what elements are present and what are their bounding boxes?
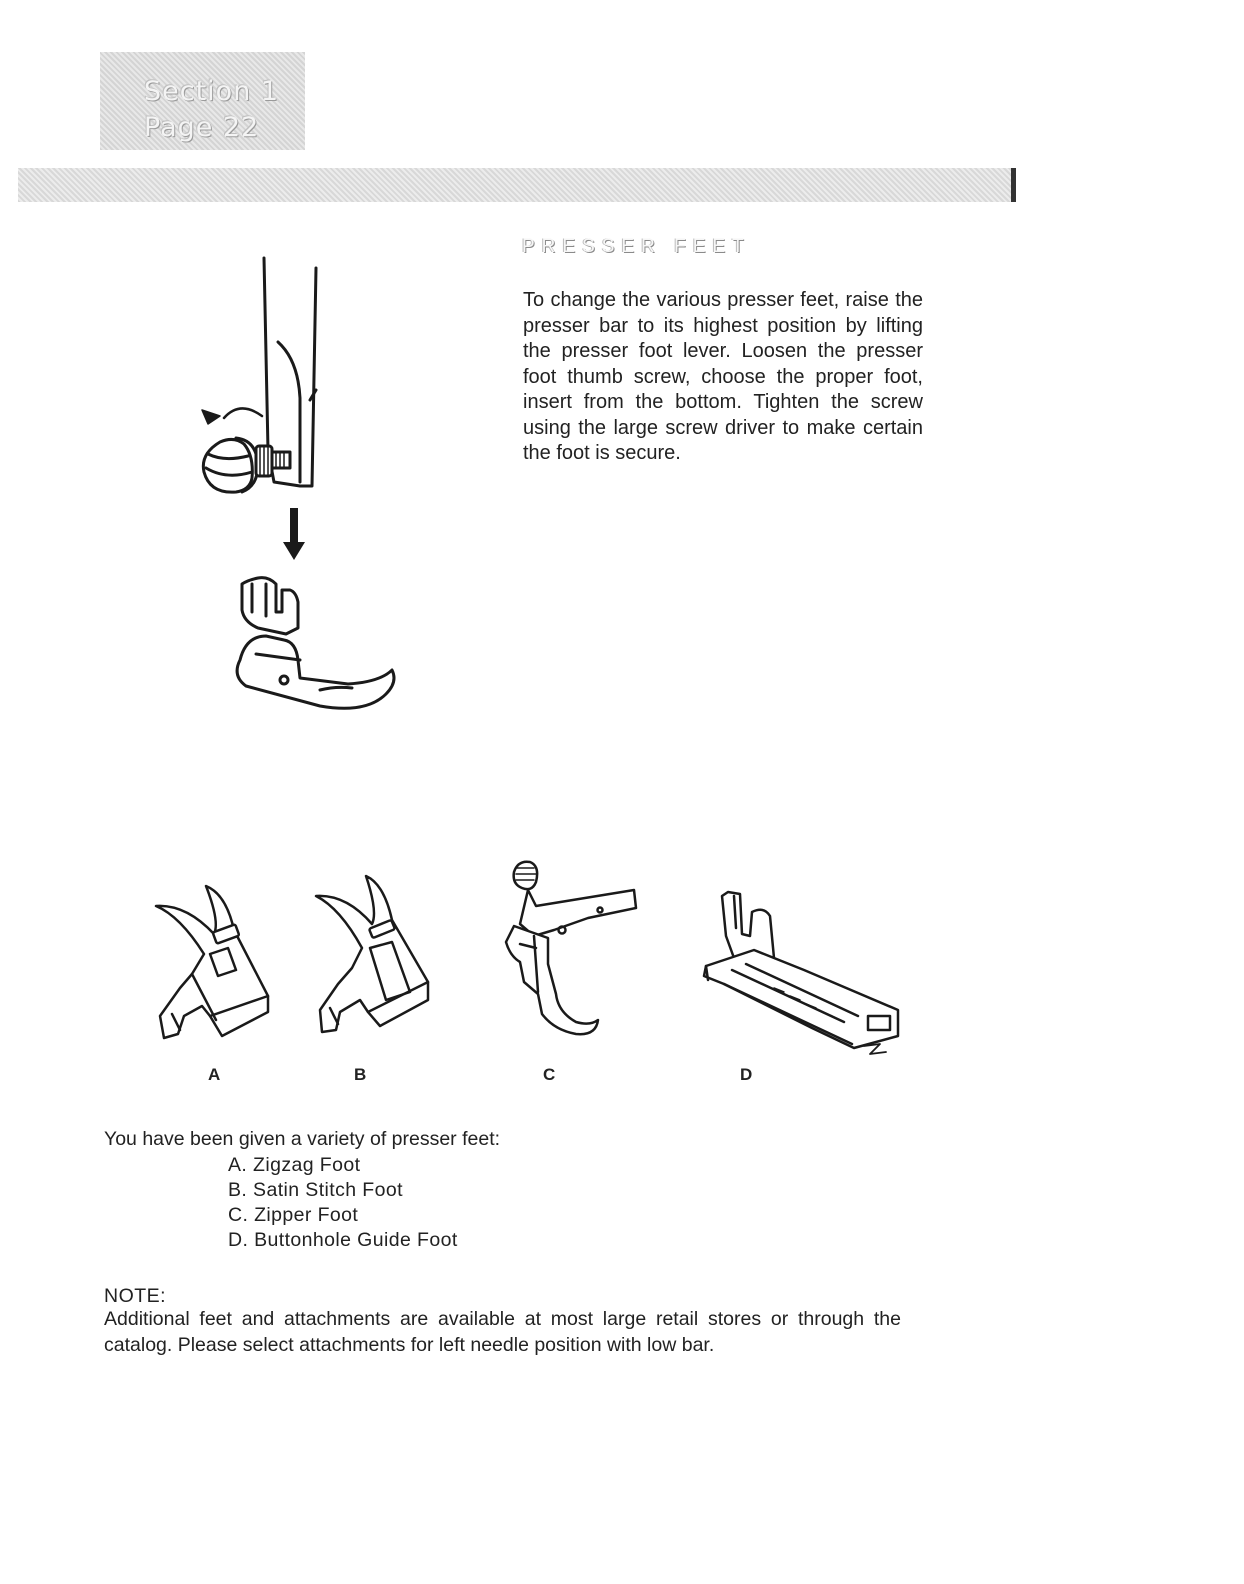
satin-stitch-foot-icon — [316, 876, 428, 1032]
note-heading: NOTE: — [104, 1285, 167, 1307]
section-tab — [100, 52, 305, 150]
buttonhole-guide-foot-illustration — [694, 888, 908, 1058]
figure-label-d: D — [740, 1065, 753, 1084]
list-item: C. Zipper Foot — [228, 1204, 359, 1226]
thumb-screw-icon — [202, 408, 290, 492]
note-paragraph: Additional feet and attachments are available at most large retail stores or through the catalog. Please select attachments for left needle position with low bar. — [104, 1308, 901, 1356]
down-arrow-icon — [283, 508, 305, 560]
zigzag-foot-illustration — [150, 882, 280, 1042]
header-band — [18, 168, 1016, 202]
page-label: Page 22 — [144, 112, 260, 143]
section-label: Section 1 — [144, 76, 280, 107]
list-item: B. Satin Stitch Foot — [228, 1179, 403, 1201]
general-foot-icon — [237, 578, 394, 709]
zipper-foot-illustration — [494, 852, 654, 1042]
buttonhole-guide-foot-icon — [704, 892, 898, 1054]
satin-stitch-foot-illustration — [312, 872, 442, 1042]
figure-label-c: C — [543, 1065, 556, 1084]
feet-intro: You have been given a variety of presser feet: — [104, 1128, 501, 1150]
figure-label-b: B — [354, 1065, 367, 1084]
feet-list — [228, 1153, 458, 1253]
list-item: D. Buttonhole Guide Foot — [228, 1229, 458, 1251]
zigzag-foot-icon — [156, 886, 268, 1038]
list-item: A. Zigzag Foot — [228, 1154, 361, 1176]
intro-paragraph: To change the various presser feet, raise the presser bar to its highest position by lifting the presser foot lever. Loosen the presser foot thumb screw, choose the proper foot, insert from the bottom. Tighten the screw using the large screw driver to make certain the foot is secure. — [523, 289, 923, 464]
figure-label-a: A — [208, 1065, 221, 1084]
page-title: PRESSER FEET — [522, 236, 751, 257]
presser-bar-illustration — [180, 250, 420, 730]
zipper-foot-icon — [506, 862, 636, 1035]
